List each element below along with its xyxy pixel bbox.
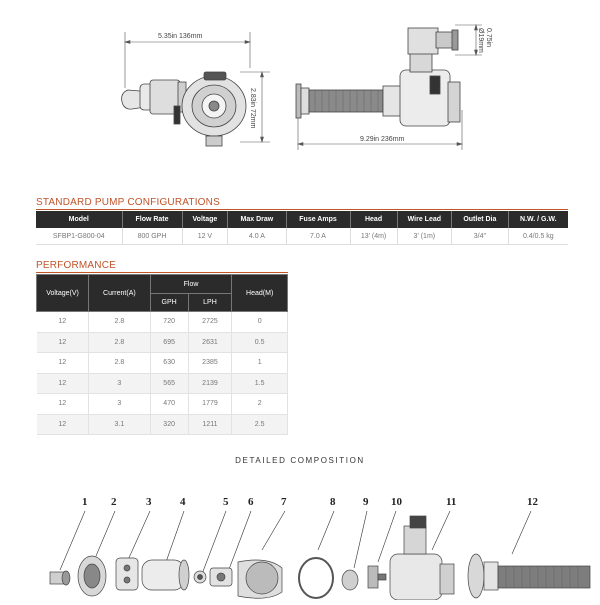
config-data-row — [36, 228, 568, 245]
perf-cell: 12 — [37, 414, 89, 435]
perf-cell: 2139 — [188, 373, 232, 394]
config-cell: 7.0 A — [286, 228, 350, 245]
config-header-cell: Voltage — [182, 211, 228, 228]
perf-cell: 0.5 — [232, 332, 288, 353]
part-number: 12 — [527, 496, 538, 508]
width-dimension: 5.35in 136mm — [158, 33, 203, 40]
config-header-cell: Flow Rate — [122, 211, 182, 228]
performance-row — [37, 353, 288, 374]
perf-cell: 12 — [37, 312, 89, 333]
config-cell: 4.0 A — [228, 228, 286, 245]
config-header-cell: Max Draw — [228, 211, 286, 228]
part-number: 5 — [223, 496, 229, 508]
perf-cell: 3 — [89, 373, 151, 394]
perf-cell: 0 — [232, 312, 288, 333]
length-dimension: 9.29in 236mm — [360, 136, 405, 143]
perf-cell: 12 — [37, 332, 89, 353]
perf-cell: 12 — [37, 394, 89, 415]
perf-cell: 3.1 — [89, 414, 151, 435]
exploded-parts-drawing — [0, 490, 600, 600]
perf-cell: 565 — [150, 373, 188, 394]
head-header: Head(M) — [232, 275, 288, 312]
performance-row — [37, 414, 288, 435]
composition-title: DETAILED COMPOSITION — [235, 456, 365, 465]
voltage-header: Voltage(V) — [37, 275, 89, 312]
performance-title-rule — [36, 272, 288, 273]
part-number: 2 — [111, 496, 117, 508]
perf-cell: 1211 — [188, 414, 232, 435]
config-table — [36, 211, 568, 245]
perf-cell: 12 — [37, 353, 89, 374]
config-header-cell: Outlet Dia — [452, 211, 509, 228]
config-cell: 0.4/0.5 kg — [508, 228, 568, 245]
performance-section-title: PERFORMANCE — [36, 260, 116, 271]
config-title-rule — [36, 209, 568, 210]
part-number: 8 — [330, 496, 336, 508]
config-cell: 3' (1m) — [397, 228, 451, 245]
config-cell: 800 GPH — [122, 228, 182, 245]
gph-header: GPH — [150, 294, 188, 312]
perf-cell: 2.8 — [89, 312, 151, 333]
perf-cell: 3 — [89, 394, 151, 415]
pump-dimension-drawing — [0, 0, 600, 190]
perf-cell: 470 — [150, 394, 188, 415]
performance-row — [37, 332, 288, 353]
perf-cell: 2385 — [188, 353, 232, 374]
config-header-cell: Wire Lead — [397, 211, 451, 228]
config-cell: SFBP1-G800-04 — [36, 228, 122, 245]
config-header-cell: Fuse Amps — [286, 211, 350, 228]
exploded-view — [0, 490, 600, 600]
current-header: Current(A) — [89, 275, 151, 312]
perf-cell: 2.5 — [232, 414, 288, 435]
perf-cell: 2725 — [188, 312, 232, 333]
perf-cell: 1779 — [188, 394, 232, 415]
technical-drawing — [0, 0, 600, 190]
lph-header: LPH — [188, 294, 232, 312]
perf-cell: 1 — [232, 353, 288, 374]
part-number: 3 — [146, 496, 152, 508]
performance-row — [37, 373, 288, 394]
config-header-cell: Model — [36, 211, 122, 228]
outlet-mm-dimension: Ø19mm — [477, 28, 484, 53]
performance-table — [36, 274, 288, 435]
config-header-cell: Head — [350, 211, 397, 228]
performance-row — [37, 312, 288, 333]
part-number: 6 — [248, 496, 254, 508]
config-cell: 12 V — [182, 228, 228, 245]
config-section-title: STANDARD PUMP CONFIGURATIONS — [36, 197, 220, 208]
outlet-inch-dimension: 0.75in — [485, 28, 492, 48]
flow-header: Flow — [150, 275, 232, 294]
config-cell: 13' (4m) — [350, 228, 397, 245]
part-number: 7 — [281, 496, 287, 508]
height-dimension: 2.83in 72mm — [249, 88, 256, 129]
perf-cell: 695 — [150, 332, 188, 353]
perf-cell: 320 — [150, 414, 188, 435]
perf-cell: 2.8 — [89, 332, 151, 353]
config-header-row — [36, 211, 568, 228]
perf-cell: 1.5 — [232, 373, 288, 394]
part-number: 9 — [363, 496, 369, 508]
perf-cell: 2631 — [188, 332, 232, 353]
part-number: 4 — [180, 496, 186, 508]
config-cell: 3/4" — [452, 228, 509, 245]
config-header-cell: N.W. / G.W. — [508, 211, 568, 228]
perf-cell: 720 — [150, 312, 188, 333]
perf-cell: 630 — [150, 353, 188, 374]
part-number: 10 — [391, 496, 402, 508]
perf-cell: 2.8 — [89, 353, 151, 374]
perf-cell: 2 — [232, 394, 288, 415]
part-number: 1 — [82, 496, 88, 508]
perf-cell: 12 — [37, 373, 89, 394]
part-number: 11 — [446, 496, 457, 508]
performance-row — [37, 394, 288, 415]
